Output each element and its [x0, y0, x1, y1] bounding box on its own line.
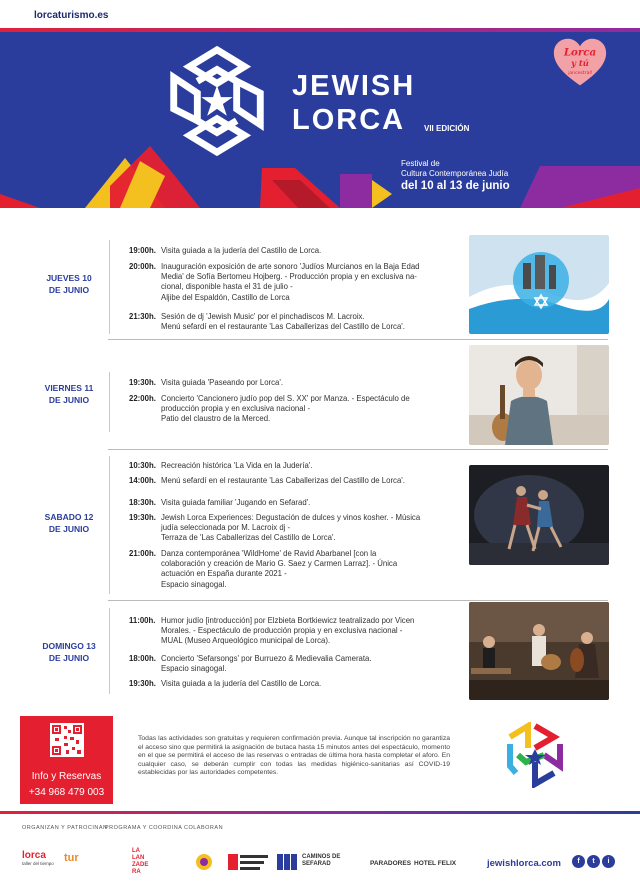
logo-lorca [22, 850, 54, 866]
day-line-2: DE JUNIO [48, 395, 90, 405]
event-item [129, 394, 451, 425]
footer-heading-program: PROGRAMA Y COORDINA [105, 825, 183, 831]
badge-text-2: y tú [571, 57, 589, 68]
day-line-1: DOMINGO 13 [42, 641, 96, 651]
lorca-y-tu-heart-badge [552, 36, 608, 90]
website-link[interactable]: jewishlorca.com [487, 858, 561, 869]
section-separator [108, 600, 608, 601]
event-text: Aljibe del Espaldón, Castillo de Lorca [161, 292, 290, 302]
title-line-2: LORCA [292, 104, 406, 136]
event-text: Menú sefardí en el restaurante 'Las Caballerizas del Castillo de Lorca'. [161, 476, 405, 485]
day-divider [109, 456, 110, 594]
section-separator [108, 449, 608, 450]
event-item [129, 549, 451, 590]
event-text: Media' de Sofía Bertomeu Hojberg. - Producción propia y en exclusiva na- [161, 272, 417, 282]
day-divider [109, 372, 110, 432]
event-time: 21:30h. [129, 312, 156, 321]
instagram-icon[interactable]: i [602, 855, 615, 868]
event-time: 14:00h. [129, 476, 156, 485]
event-text: Terraza de 'Las Caballerizas del Castillo de Lorca'. [161, 533, 336, 543]
event-time: 19:30h. [129, 513, 156, 522]
day-label-thursday [30, 272, 108, 296]
event-time: 20:00h. [129, 262, 156, 271]
event-time: 18:00h. [129, 654, 156, 663]
logo-caminos-de-sefarad: CAMINOS DE SEFARAD [302, 854, 341, 867]
day-divider [109, 608, 110, 694]
logo-collaborator-2 [228, 852, 268, 872]
badge-text-3: ¡ancestral! [567, 71, 593, 77]
event-item [129, 476, 451, 486]
day-label-saturday [30, 511, 108, 535]
event-text: Humor judío [introducción] por Elzbieta Bortkiewicz teatralizado por Vicen [161, 616, 415, 625]
event-text: Danza contemporánea 'WildHome' de Ravid Abarbanel [con la [161, 549, 377, 558]
event-text: cional, disponible hasta el 31 de julio - [161, 282, 293, 292]
logo-tur: tur [64, 852, 79, 864]
decorative-shapes [0, 136, 640, 208]
day-line-1: JUEVES 10 [46, 273, 92, 283]
festival-line-1: Festival de [401, 159, 440, 168]
event-time: 21:00h. [129, 549, 156, 558]
event-time: 11:00h. [129, 616, 156, 625]
day-label-sunday [30, 640, 108, 664]
event-item [129, 461, 451, 471]
event-text: Concierto 'Sefarsongs' por Burruezo & Medievalia Camerata. [161, 654, 372, 663]
logo-lorca-sub: taller del tiempo [22, 861, 54, 866]
badge-text-1: Lorca [563, 46, 597, 59]
top-strip [0, 0, 640, 28]
event-text: producción propia y en exclusiva nacional - [161, 404, 311, 414]
logo-collaborator-1 [193, 853, 215, 871]
day-divider [109, 240, 110, 334]
event-time: 19:30h. [129, 679, 156, 688]
footer-heading-collaborators: COLABORAN [184, 825, 224, 831]
event-time: 19:30h. [129, 378, 156, 387]
event-text: Visita guiada familiar 'Jugando en Sefarad'. [161, 498, 311, 507]
day-line-2: DE JUNIO [48, 524, 90, 534]
event-text: Visita guiada 'Paseando por Lorca'. [161, 378, 284, 387]
festival-line-2: Cultura Contemporánea Judía [401, 169, 509, 178]
twitter-icon[interactable]: t [587, 855, 600, 868]
event-item [129, 378, 451, 388]
festival-dates: del 10 al 13 de junio [401, 180, 510, 192]
event-time: 18:30h. [129, 498, 156, 507]
event-item [129, 246, 451, 256]
qr-code-icon[interactable] [50, 723, 84, 757]
event-text: Patio del claustro de la Merced. [161, 414, 271, 424]
photo-castle-illustration [469, 235, 609, 334]
photo-musicians-concert [469, 602, 609, 700]
photo-singer-with-guitar [469, 345, 609, 445]
info-phone[interactable]: +34 968 479 003 [28, 787, 105, 798]
logo-lanzadera: LA LAN ZADE RA [132, 848, 149, 875]
info-reservations-box[interactable] [20, 716, 113, 804]
notice-text: Todas las actividades son gratuitas y requieren confirmación previa. Aunque tal inscripción no garantiza el acceso sino que permitirá la asignación de butaca hasta 15 minutos antes del espectáculo, momento en el que se permitirá el acceso de las reservas o entradas de última hora hasta completar el aforo. En cualquier caso, se deberán cumplir con todas las medidas higiénico-sanitarias así COVID-19 establecidas por las autoridades competentes. [138, 735, 450, 777]
header-banner [0, 28, 640, 208]
event-text: Visita guiada a la judería del Castillo de Lorca. [161, 246, 322, 255]
event-item [129, 498, 451, 508]
site-link[interactable]: lorcaturismo.es [34, 10, 109, 21]
event-item [129, 262, 451, 303]
jewish-lorca-color-logo [498, 722, 572, 788]
event-text: Menú sefardí en el restaurante 'Las Caballerizas del Castillo de Lorca'. [161, 322, 405, 332]
event-text: Sesión de dj 'Jewish Music' por el pinchadiscos M. Lacroix. [161, 312, 365, 321]
event-text: MUAL (Museo Arqueológico municipal de Lorca). [161, 636, 331, 646]
section-separator [108, 339, 608, 340]
logo-hotel-felix: HOTEL FELIX [414, 860, 457, 867]
day-line-2: DE JUNIO [48, 285, 90, 295]
event-item [129, 654, 451, 674]
event-text: Concierto 'Cancionero judío pop del S. XX' por Manza. - Espectáculo de [161, 394, 410, 403]
event-time: 10:30h. [129, 461, 156, 470]
day-line-1: SABADO 12 [44, 512, 94, 522]
event-text: colaboración y creación de Mario G. Saez y Carmen Larraz]. - Única [161, 559, 398, 569]
event-text: Espacio sinagogal. [161, 664, 227, 674]
logo-lorca-text: lorca [22, 850, 46, 861]
event-text: Visita guiada a la judería del Castillo de Lorca. [161, 679, 322, 688]
day-line-2: DE JUNIO [48, 653, 90, 663]
info-label: Info y Reservas [31, 771, 102, 782]
day-line-1: VIERNES 11 [44, 383, 94, 393]
event-text: Recreación histórica 'La Vida en la Judería'. [161, 461, 313, 470]
event-text: Espacio sinagogal. [161, 579, 227, 589]
edition-label: VII EDICIÓN [424, 124, 470, 133]
event-time: 22:00h. [129, 394, 156, 403]
footer-heading-organizers: ORGANIZAN Y PATROCINAN [22, 825, 108, 831]
event-item [129, 679, 451, 689]
facebook-icon[interactable]: f [572, 855, 585, 868]
event-item [129, 616, 451, 647]
day-label-friday [30, 382, 108, 406]
logo-collaborator-3 [276, 852, 298, 872]
event-text: judía seleccionada por M. Lacroix dj - [161, 523, 291, 533]
event-text: Morales. - Espectáculo de producción propia y en exclusiva nacional - [161, 626, 403, 636]
logo-paradores: PARADORES [370, 860, 412, 867]
banner-accent-line [0, 28, 640, 32]
event-item [129, 312, 451, 332]
event-text: actuación en España durante 2021 - [161, 569, 287, 579]
event-text: Inauguración exposición de arte sonoro 'Judíos Murcianos en la Baja Edad [161, 262, 420, 271]
title-line-1: JEWISH [292, 70, 416, 102]
event-time: 19:00h. [129, 246, 156, 255]
footer-line [0, 811, 640, 814]
event-text: Jewish Lorca Experiences: Degustación de dulces y vinos kosher. - Música [161, 513, 421, 522]
event-item [129, 513, 451, 544]
photo-dance-performance [469, 465, 609, 565]
